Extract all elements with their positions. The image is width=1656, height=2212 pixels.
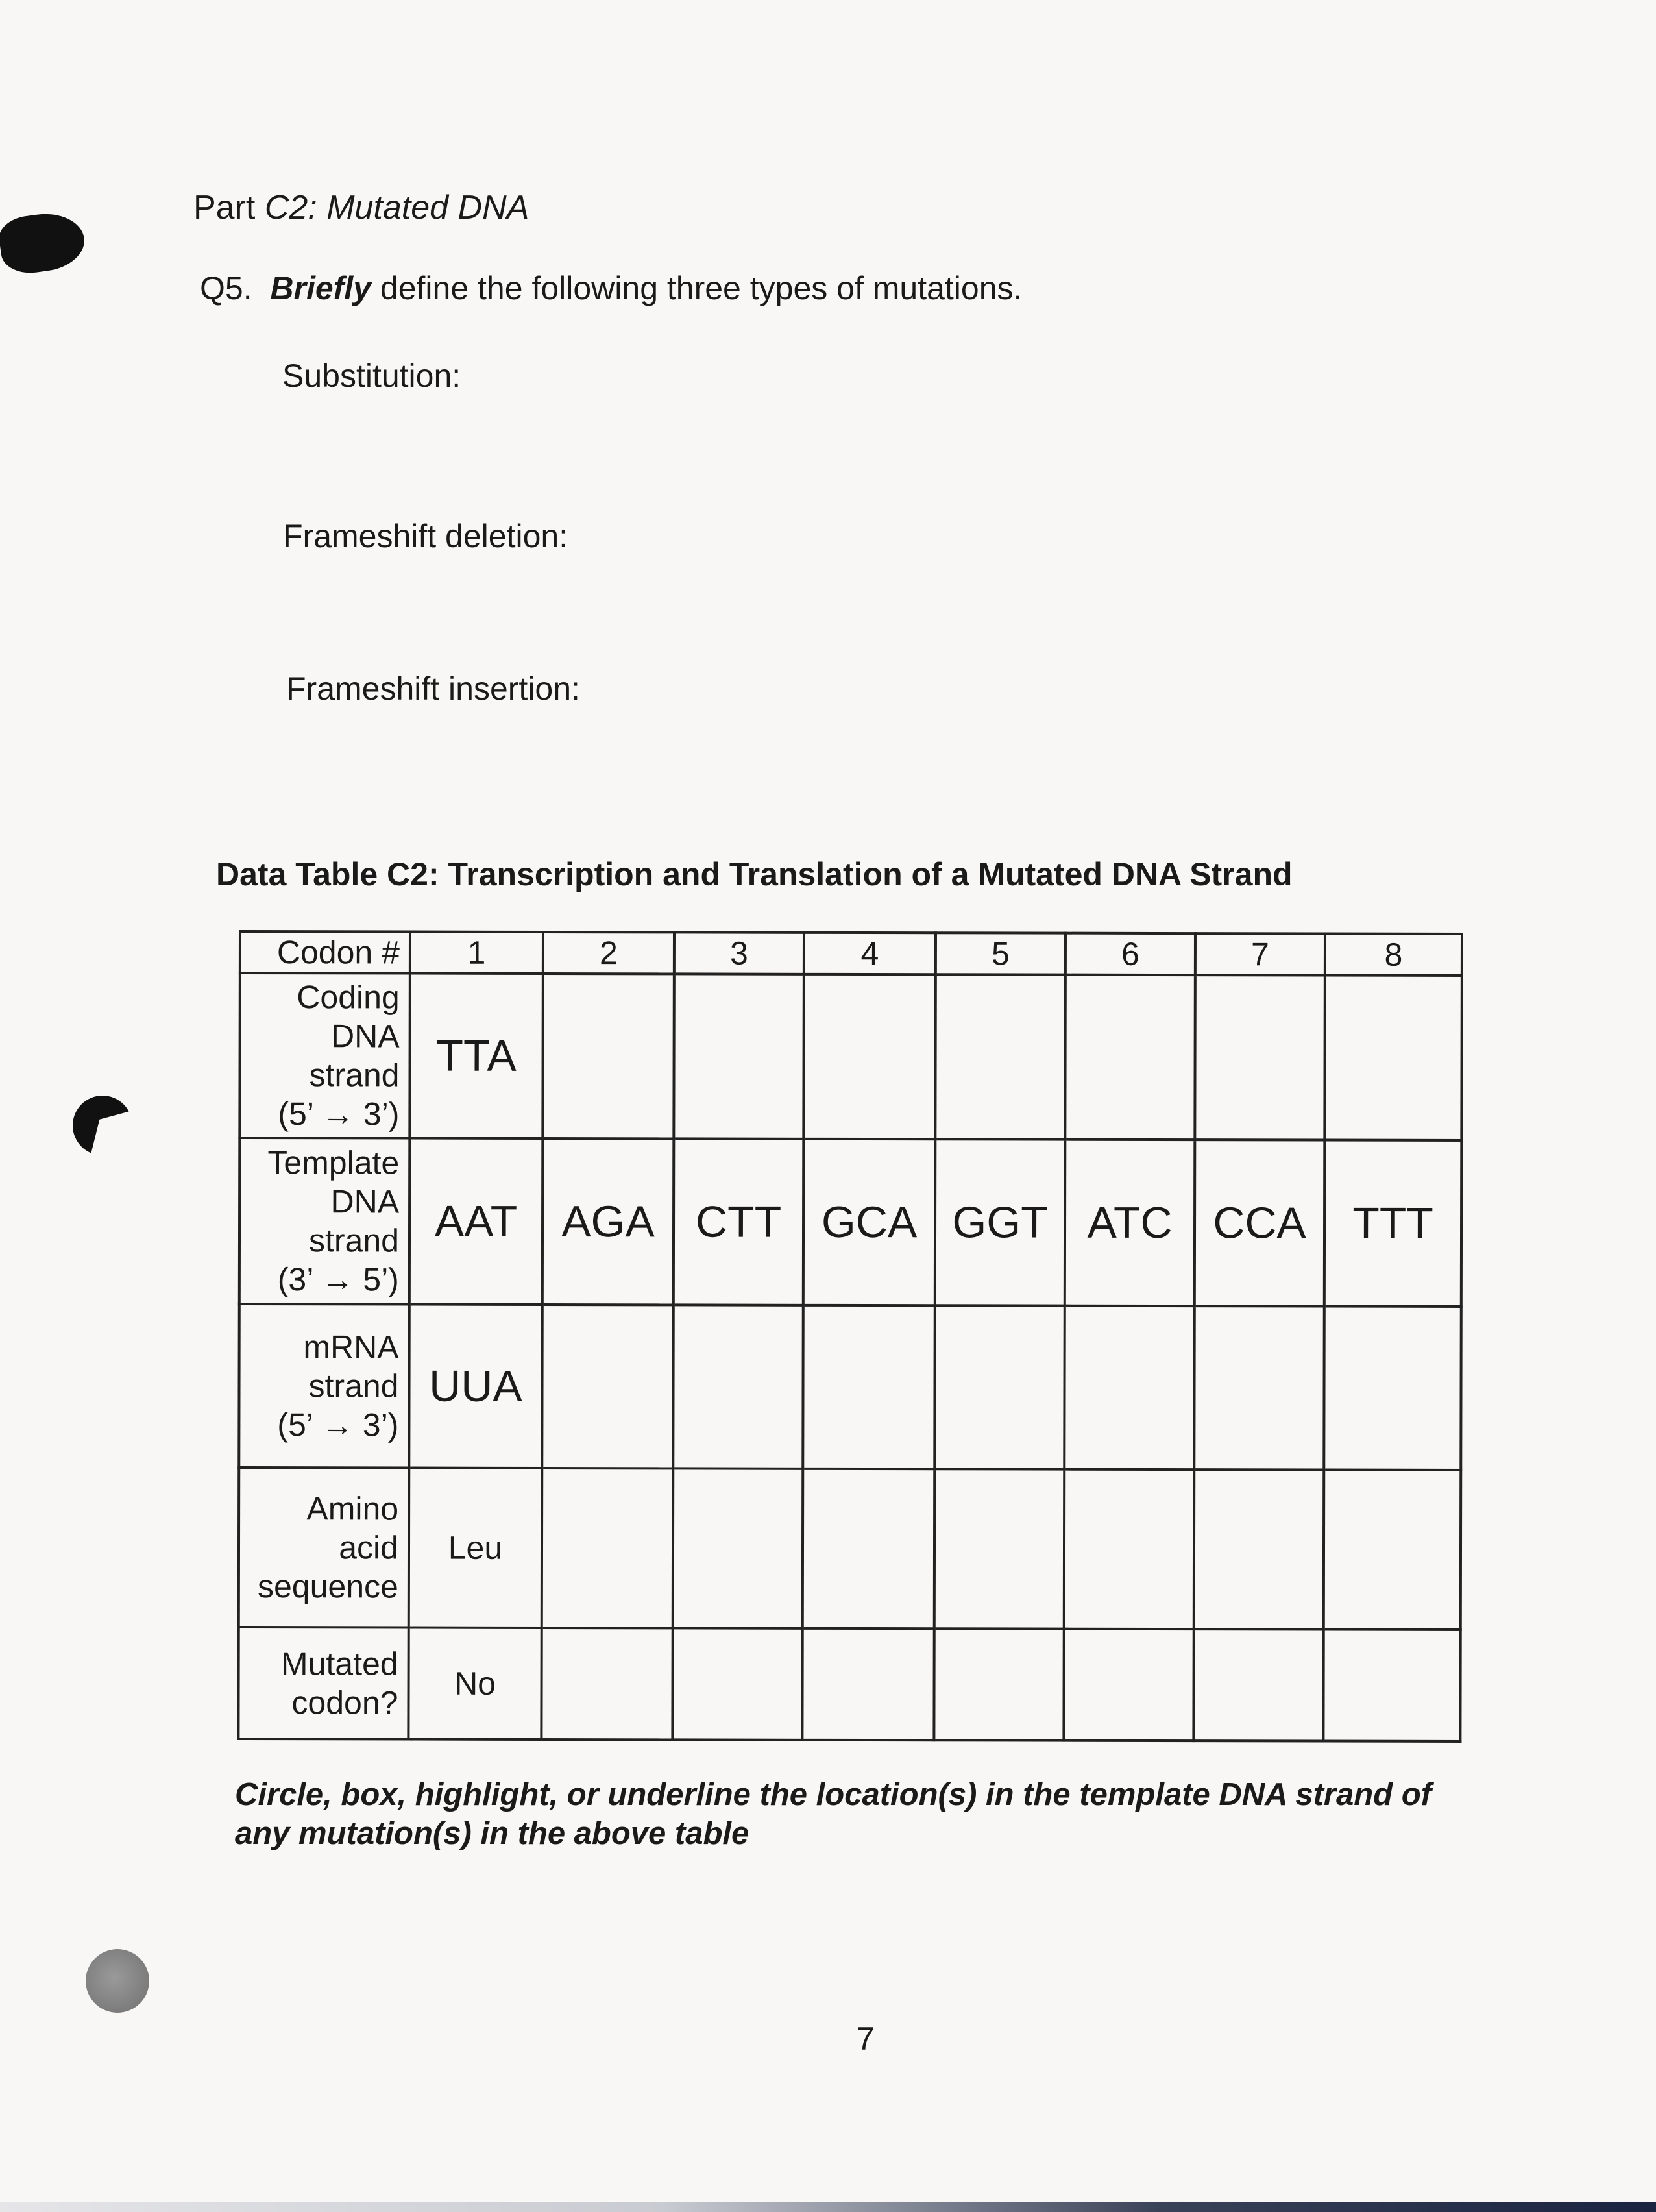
template-dna-cell-2: AGA	[542, 1138, 674, 1305]
template-dna-cell-3: CTT	[674, 1138, 804, 1305]
coding-dna-cell-7[interactable]	[1195, 975, 1325, 1140]
mutated-codon-cell-3[interactable]	[672, 1628, 802, 1739]
data-table-c2	[237, 930, 1463, 1743]
codon-number-3: 3	[674, 932, 804, 974]
mutated-codon-cell-7[interactable]	[1193, 1629, 1323, 1741]
mrna-cell-1: UUA	[409, 1305, 542, 1468]
row-label-line: mRNA	[303, 1329, 399, 1366]
template-dna-cell-8: TTT	[1324, 1140, 1462, 1307]
mutated-codon-cell-8[interactable]	[1323, 1630, 1460, 1741]
mutated-codon-row-label	[238, 1627, 408, 1739]
template-dna-row-label	[239, 1138, 410, 1305]
part-heading-title: C2: Mutated DNA	[264, 189, 530, 227]
question-q5	[200, 269, 1022, 307]
codon-number-5: 5	[936, 933, 1065, 974]
mrna-row	[239, 1304, 1461, 1470]
row-label-line: sequence	[257, 1568, 398, 1605]
amino-acid-row-label	[239, 1468, 409, 1628]
coding-dna-cell-5[interactable]	[935, 974, 1065, 1139]
part-heading	[193, 188, 529, 227]
codon-number-8: 8	[1325, 934, 1462, 976]
row-label-line: (3’ → 5’)	[277, 1261, 399, 1298]
coding-dna-cell-3[interactable]	[674, 974, 804, 1138]
codon-number-2: 2	[543, 932, 674, 974]
codon-number-6: 6	[1065, 933, 1195, 975]
template-dna-cell-6: ATC	[1065, 1140, 1195, 1306]
question-number: Q5.	[200, 270, 252, 306]
amino-acid-cell-1: Leu	[409, 1468, 542, 1628]
row-label-line: Coding	[297, 979, 400, 1016]
coding-dna-row	[239, 973, 1462, 1140]
row-label-line: DNA	[330, 1183, 400, 1220]
codon-number-1: 1	[410, 932, 543, 974]
page-number: 7	[857, 2021, 875, 2057]
punch-hole-middle	[73, 1096, 132, 1155]
punch-hole-bottom	[86, 1949, 149, 2013]
amino-acid-cell-5[interactable]	[934, 1469, 1065, 1628]
row-label-line: (5’ → 3’)	[277, 1407, 399, 1444]
row-label-line: strand	[309, 1057, 400, 1094]
codon-number-4: 4	[804, 933, 936, 974]
coding-dna-row-label	[239, 973, 410, 1138]
mutated-codon-cell-1: No	[408, 1628, 541, 1739]
mrna-cell-6[interactable]	[1064, 1306, 1195, 1469]
definition-substitution: Substitution:	[282, 358, 461, 394]
amino-acid-cell-8[interactable]	[1324, 1470, 1461, 1630]
coding-dna-cell-4[interactable]	[803, 974, 936, 1139]
mrna-cell-7[interactable]	[1194, 1306, 1324, 1469]
amino-acid-cell-3[interactable]	[673, 1468, 803, 1628]
row-label-line: Amino	[306, 1490, 399, 1527]
coding-dna-cell-8[interactable]	[1324, 976, 1462, 1140]
row-label-line: DNA	[331, 1018, 400, 1055]
template-dna-row	[239, 1138, 1462, 1307]
mutated-codon-cell-4[interactable]	[802, 1628, 934, 1740]
coding-dna-cell-2[interactable]	[542, 974, 674, 1138]
codon-number-header: Codon #	[240, 931, 410, 974]
row-label-line: (5’ → 3’)	[278, 1096, 400, 1133]
mutated-codon-cell-5[interactable]	[934, 1628, 1064, 1740]
template-dna-cell-1: AAT	[409, 1138, 543, 1305]
amino-acid-cell-6[interactable]	[1064, 1469, 1195, 1629]
definition-frameshift-deletion: Frameshift deletion:	[283, 518, 568, 554]
template-dna-cell-7: CCA	[1195, 1140, 1325, 1306]
row-label-line: strand	[308, 1222, 400, 1259]
coding-dna-cell-6[interactable]	[1065, 975, 1195, 1140]
instruction-text: Circle, box, highlight, or underline the location(s) in the template DNA strand of any mutation(s) in the above table	[235, 1777, 1431, 1851]
mutated-codon-row	[238, 1627, 1460, 1741]
mutated-codon-cell-2[interactable]	[541, 1628, 672, 1739]
codon-number-7: 7	[1195, 933, 1325, 975]
row-label-line: acid	[339, 1529, 399, 1566]
amino-acid-row	[239, 1468, 1461, 1630]
question-text: define the following three types of mutations.	[380, 270, 1023, 306]
mrna-cell-3[interactable]	[673, 1305, 803, 1468]
header-row	[240, 931, 1462, 976]
mutated-codon-cell-6[interactable]	[1064, 1629, 1193, 1741]
table-title: Data Table C2: Transcription and Translation of a Mutated DNA Strand	[216, 856, 1293, 892]
amino-acid-cell-4[interactable]	[803, 1469, 935, 1628]
mrna-cell-8[interactable]	[1324, 1307, 1461, 1470]
row-label-line: codon?	[291, 1684, 398, 1721]
scan-bottom-edge	[0, 2202, 1656, 2212]
amino-acid-cell-2[interactable]	[542, 1468, 674, 1628]
mrna-cell-5[interactable]	[934, 1305, 1065, 1469]
mrna-row-label	[239, 1304, 409, 1468]
coding-dna-cell-1: TTA	[409, 974, 543, 1138]
punch-hole-top	[0, 208, 88, 276]
row-label-line: Mutated	[280, 1645, 398, 1682]
mrna-cell-4[interactable]	[803, 1305, 935, 1469]
question-emphasis: Briefly	[270, 270, 372, 306]
amino-acid-cell-7[interactable]	[1194, 1469, 1324, 1629]
mrna-cell-2[interactable]	[542, 1305, 674, 1468]
part-heading-prefix: Part	[193, 189, 265, 227]
row-label-line: Template	[267, 1144, 400, 1181]
template-dna-cell-5: GGT	[935, 1139, 1065, 1305]
template-dna-cell-4: GCA	[803, 1139, 936, 1305]
row-label-line: strand	[308, 1368, 399, 1405]
definition-frameshift-insertion: Frameshift insertion:	[286, 670, 580, 707]
